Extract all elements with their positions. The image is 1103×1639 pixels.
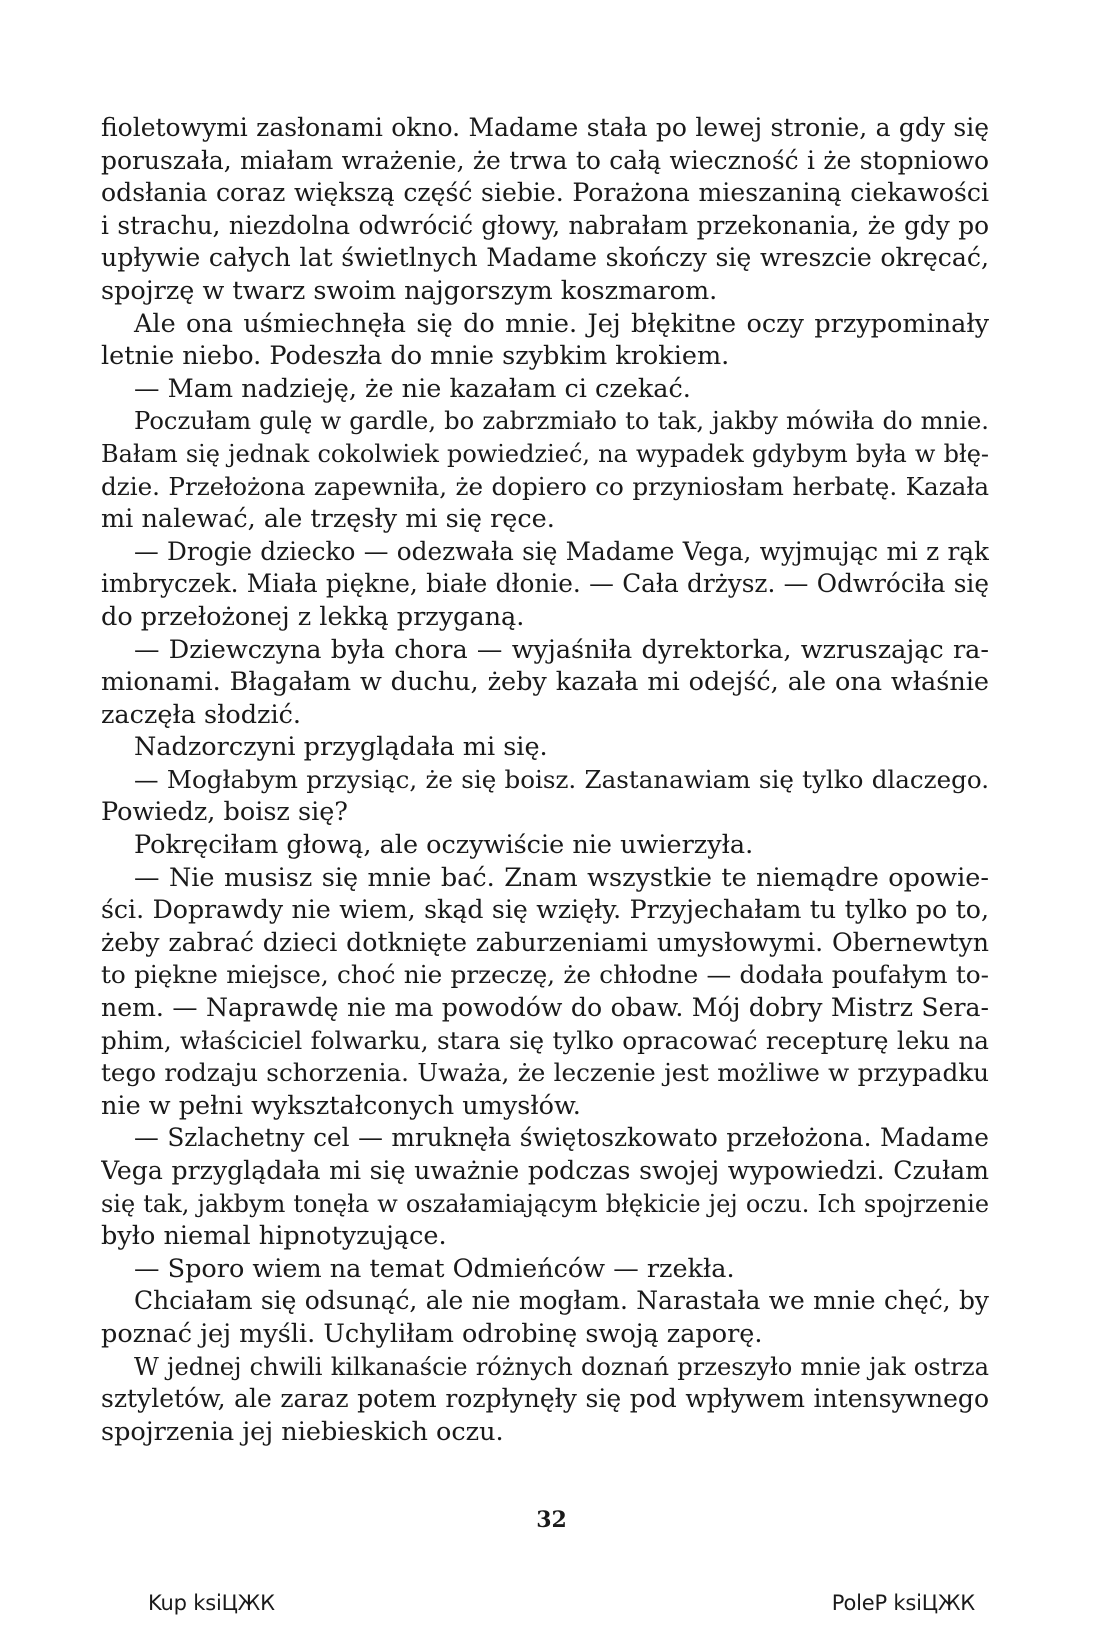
text-line: — Szlachetny cel — mruknęła świętoszkowato przełożona. Madame: [134, 1123, 989, 1153]
text-line: mi nalewać, ale trzęsły mi się ręce.: [101, 504, 555, 535]
text-line: dzie. Przełożona zapewniła, że dopiero co przyniosłam herbatę. Kazała: [101, 471, 989, 501]
text-line: W jednej chwili kilkanaście różnych doznań przeszyło mnie jak ostrza: [134, 1352, 989, 1381]
text-line: odsłania coraz większą część siebie. Porażona mieszaniną ciekawości: [101, 178, 989, 208]
text-line: Powiedz, boisz się?: [101, 797, 348, 828]
text-line: Ale ona uśmiechnęła się do mnie. Jej błękitne oczy przypominały: [134, 308, 989, 339]
text-line: Chciałam się odsunąć, ale nie mogłam. Narastała we mnie chęć, by: [134, 1286, 989, 1316]
body-text: [101, 112, 989, 1448]
text-line: — Sporo wiem na temat Odmieńców — rzekła.: [134, 1253, 735, 1284]
text-line: phim, właściciel folwarku, stara się tylko opracować recepturę leku na: [101, 1025, 989, 1055]
text-line: sztyletów, ale zaraz potem rozpłynęły się pod wpływem intensywnego: [101, 1384, 989, 1414]
text-line: Bałam się jednak cokolwiek powiedzieć, na wypadek gdybym była w błę-: [101, 439, 989, 468]
text-line: fioletowymi zasłonami okno. Madame stała po lewej stronie, a gdy się: [101, 113, 989, 142]
text-line: ści. Doprawdy nie wiem, skąd się wzięły. Przyjechałam tu tylko po to,: [101, 895, 989, 925]
text-line: się tak, jakbym tonęła w oszałamiającym błękicie jej oczu. Ich spojrzenie: [101, 1189, 989, 1218]
text-line: spojrzę w twarz swoim najgorszym koszmarom.: [101, 275, 718, 306]
text-line: to piękne miejsce, choć nie przeczę, że chłodne — dodała poufałym to-: [101, 960, 989, 990]
text-line: — Dziewczyna była chora — wyjaśniła dyrektorka, wzruszając ra-: [134, 634, 989, 665]
text-line: do przełożonej z lekką przyganą.: [101, 601, 525, 632]
text-line: — Drogie dziecko — odezwała się Madame Vega, wyjmując mi z rąk: [134, 536, 989, 566]
page-number: 32: [536, 1507, 567, 1533]
text-line: nie w pełni wykształconych umysłów.: [101, 1090, 581, 1121]
text-line: — Mogłabym przysiąc, że się boisz. Zastanawiam się tylko dlaczego.: [134, 764, 989, 794]
text-line: i strachu, niezdolna odwrócić głowy, nabrałam przekonania, że gdy po: [101, 210, 989, 240]
text-line: spojrzenia jej niebieskich oczu.: [101, 1416, 504, 1447]
footer-buy-link[interactable]: Kup ksiЦЖК: [148, 1591, 275, 1615]
text-line: — Nie musisz się mnie bać. Znam wszystkie te niemądre opowie-: [134, 862, 989, 893]
text-line: tego rodzaju schorzenia. Uważa, że leczenie jest możliwe w przypadku: [101, 1058, 989, 1088]
text-line: zaczęła słodzić.: [101, 699, 302, 730]
text-line: mionami. Błagałam w duchu, żeby kazała mi odejść, ale ona właśnie: [101, 667, 989, 698]
text-line: Vega przyglądała mi się uważnie podczas swojej wypowiedzi. Czułam: [101, 1156, 989, 1185]
footer-recommend-link[interactable]: PoleP ksiЦЖК: [831, 1591, 975, 1615]
text-line: Nadzorczyni przyglądała mi się.: [134, 732, 548, 763]
text-line: — Mam nadzieję, że nie kazałam ci czekać.: [134, 373, 691, 404]
text-line: imbryczek. Miała piękne, białe dłonie. — Cała drżysz. — Odwróciła się: [101, 569, 989, 599]
text-line: nem. — Naprawdę nie ma powodów do obaw. Mój dobry Mistrz Sera-: [101, 993, 989, 1023]
text-line: poznać jej myśli. Uchyliłam odrobinę swoją zaporę.: [101, 1318, 763, 1349]
text-line: było niemal hipnotyzujące.: [101, 1221, 447, 1252]
text-line: upływie całych lat świetlnych Madame skończy się wreszcie okręcać,: [101, 243, 989, 273]
text-line: Poczułam gulę w gardle, bo zabrzmiało to tak, jakby mówiła do mnie.: [134, 407, 989, 436]
text-line: letnie niebo. Podeszła do mnie szybkim krokiem.: [101, 341, 730, 372]
text-line: żeby zabrać dzieci dotknięte zaburzeniami umysłowymi. Obernewtyn: [101, 927, 989, 957]
text-line: Pokręciłam głową, ale oczywiście nie uwierzyła.: [134, 830, 754, 861]
text-line: poruszała, miałam wrażenie, że trwa to całą wieczność i że stopniowo: [101, 145, 989, 175]
